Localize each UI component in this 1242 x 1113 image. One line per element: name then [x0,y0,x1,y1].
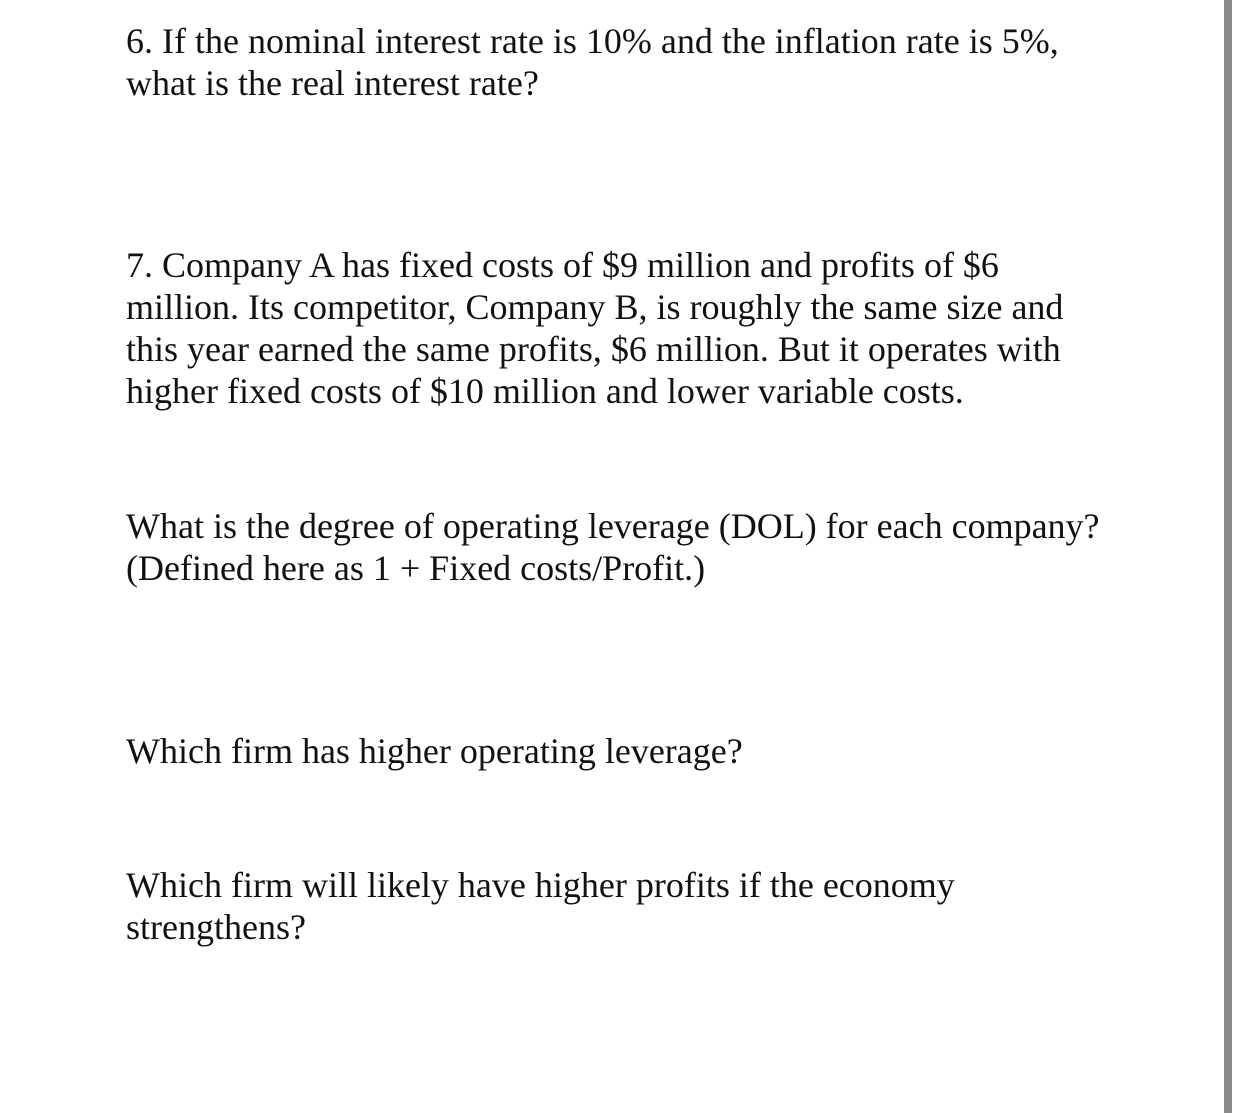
question-6-text: 6. If the nominal interest rate is 10% and the inflation rate is 5%, what is the real interest rate? [126,21,1059,103]
page-edge-divider [1224,0,1232,1113]
question-7-intro-text: 7. Company A has fixed costs of $9 million and profits of $6 million. Its competitor, Company B, is roughly the same size and this year earned the same profits, $6 million. But it operates with higher fixed costs of $10 million and lower variable costs. [126,245,1064,411]
right-margin [1232,0,1242,1113]
question-7-higher-leverage-prompt: Which firm has higher operating leverage? [126,731,743,771]
question-7-dol-prompt: What is the degree of operating leverage (DOL) for each company? (Defined here as 1 + Fixed costs/Profit.) [126,506,1100,588]
question-7-higher-profits-prompt: Which firm will likely have higher profits if the economy strengthens? [126,865,955,947]
